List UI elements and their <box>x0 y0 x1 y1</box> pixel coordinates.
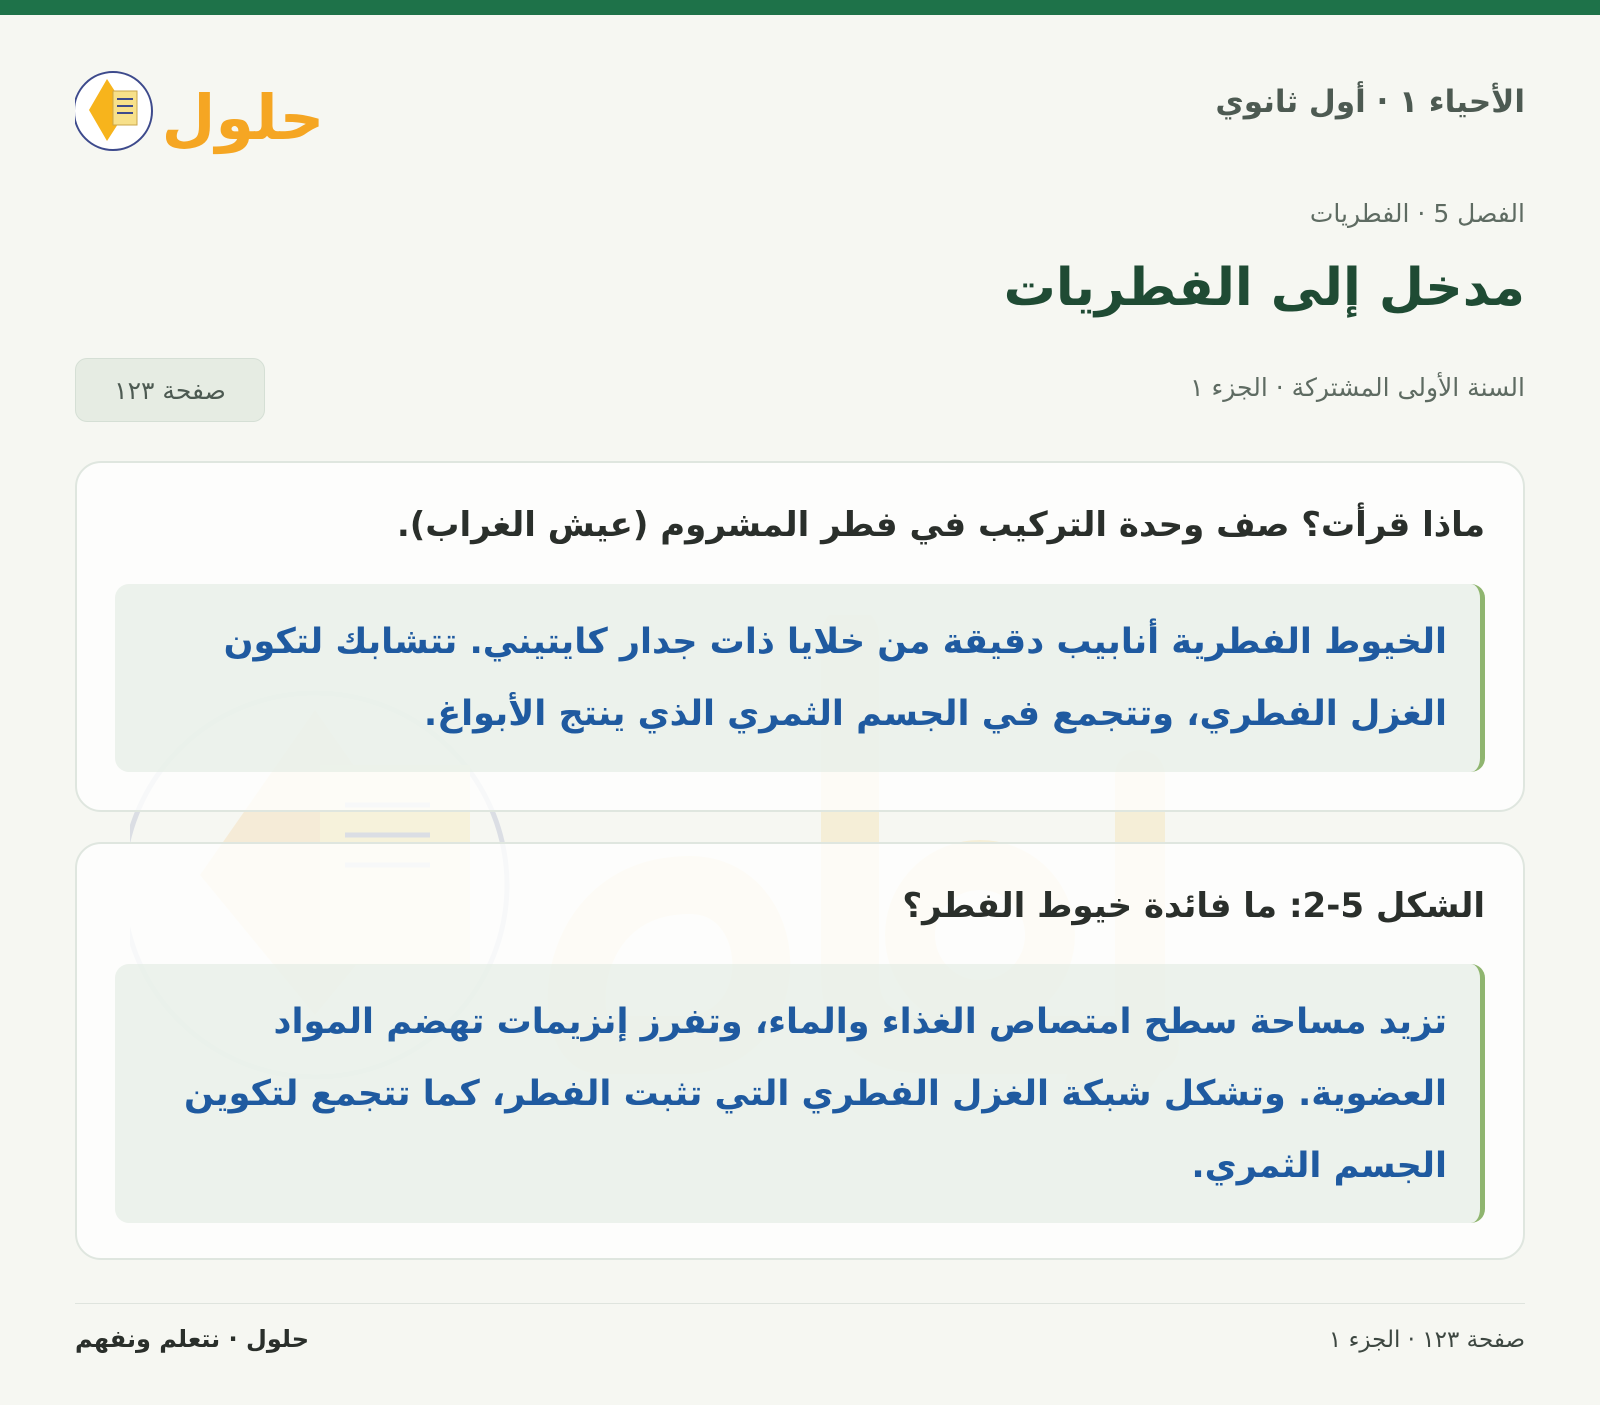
top-accent-bar <box>0 0 1600 15</box>
question-text: الشكل 5-2: ما فائدة خيوط الفطر؟ <box>902 886 1485 926</box>
grade-part-label: السنة الأولى المشتركة · الجزء ١ <box>1190 373 1525 402</box>
page <box>75 15 1525 1395</box>
book-diamond-icon <box>75 72 152 150</box>
page-title: مدخل إلى الفطريات <box>1003 258 1525 318</box>
question-card <box>75 842 1525 1260</box>
page-number-badge: صفحة ١٢٣ <box>75 358 265 422</box>
answer-box: تزيد مساحة سطح امتصاص الغذاء والماء، وتفرز إنزيمات تهضم المواد العضوية. وتشكل شبكة الغزل الفطري التي تثبت الفطر، كما تتجمع لتكوين الجسم الثمري. <box>115 964 1485 1223</box>
footer-divider <box>75 1303 1525 1304</box>
question-text: ماذا قرأت؟ صف وحدة التركيب في فطر المشروم (عيش الغراب). <box>396 505 1485 545</box>
question-card <box>75 461 1525 812</box>
hulul-logo[interactable] <box>75 55 335 165</box>
footer-brand-tagline: حلول · نتعلم ونفهم <box>75 1325 309 1353</box>
subject-title: الأحياء ١ · أول ثانوي <box>1215 84 1525 120</box>
footer-page-info: صفحة ١٢٣ · الجزء ١ <box>1328 1327 1525 1353</box>
answer-box: الخيوط الفطرية أنابيب دقيقة من خلايا ذات جدار كايتيني. تتشابك لتكون الغزل الفطري، وتتجمع في الجسم الثمري الذي ينتج الأبواغ. <box>115 584 1485 772</box>
breadcrumb[interactable]: الفصل 5 · الفطريات <box>1309 199 1525 228</box>
logo-text: حلول <box>161 81 325 154</box>
